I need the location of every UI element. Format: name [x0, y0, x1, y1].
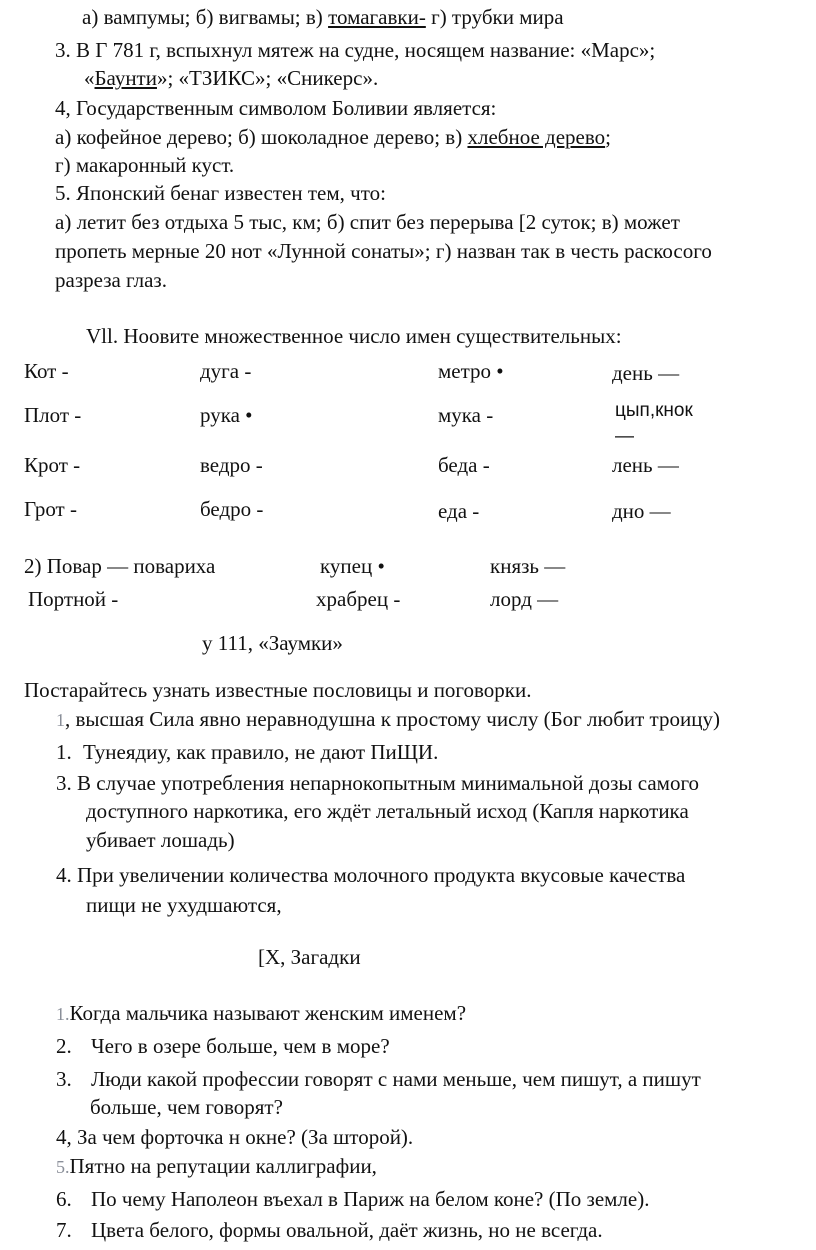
answer-text: а) кофейное дерево; б) шоколадное дерево; в) — [55, 125, 468, 149]
proverb-item-3-line-2: доступного наркотика, его ждёт летальный исход (Капля наркотика — [86, 799, 689, 823]
question-5-line-3: пропеть мерные 20 нот «Лунной сонаты»; г) назван так в честь раскосого — [55, 239, 712, 263]
item-marker: 7. — [56, 1218, 72, 1242]
grid-cell: бедро - — [200, 497, 264, 521]
riddle-7 — [56, 1217, 603, 1243]
answer-text: »; «ТЗИКС»; «Сникерс». — [156, 66, 379, 90]
riddle-5 — [56, 1153, 377, 1180]
grid-cell: Грот - — [24, 497, 77, 521]
question-5-line-2: а) летит без отдыха 5 тыс, км; б) спит без перерыва [2 суток; в) может — [55, 210, 680, 234]
grid-cell: беда - — [438, 453, 490, 477]
quiz-answer-line — [82, 4, 564, 30]
item-marker: 1. — [56, 1004, 70, 1024]
part2-cell: 2) Повар — повариха — [24, 554, 216, 578]
grid-cell: Кот - — [24, 359, 69, 383]
section-8-heading: у 111, «Заумки» — [202, 631, 343, 655]
proverb-item-3-line-1: 3. В случае употребления непарнокопытным минимальной дозы самого — [56, 771, 700, 795]
grid-cell: еда - — [438, 499, 480, 523]
question-4-line-2 — [55, 124, 611, 150]
question-5-line-1: 5. Японский бенаг известен тем, что: — [55, 181, 386, 205]
item-marker: 5. — [56, 1157, 70, 1177]
part2-cell: храбрец - — [316, 587, 401, 611]
grid-cell: дуга - — [200, 359, 252, 383]
section-7-heading: Vll. Ноовите множественное число имен существительных: — [86, 324, 622, 348]
question-3-line-1: 3. В Г 781 г, вспыхнул мятеж на судне, носящем название: «Марс»; — [55, 38, 656, 62]
part2-cell: Портной - — [28, 587, 119, 611]
item-marker: 1 — [56, 710, 65, 730]
question-5-line-4: разреза глаз. — [55, 268, 167, 292]
proverb-item-3-line-3: убивает лошадь) — [86, 828, 235, 852]
riddle-3-line-2: больше, чем говорят? — [90, 1095, 283, 1119]
item-marker: 2. — [56, 1034, 72, 1058]
grid-cell: день — — [612, 361, 680, 385]
grid-cell: Крот - — [24, 453, 81, 477]
item-marker: 3. — [56, 1067, 72, 1091]
underlined-answer: Баунти — [94, 66, 157, 90]
item-text: Тунеядиу, как правило, не дают ПиЩИ. — [83, 740, 439, 764]
riddle-3 — [56, 1066, 701, 1092]
item-marker: 1. — [56, 740, 72, 764]
item-text: Чего в озере больше, чем в море? — [91, 1034, 390, 1058]
item-text: Цвета белого, формы овальной, даёт жизнь, но не всегда. — [91, 1218, 603, 1242]
answer-text: ; — [605, 125, 611, 149]
item-text: По чему Наполеон въехал в Париж на белом коне? (По земле). — [91, 1187, 650, 1211]
grid-cell-dash: — — [615, 426, 634, 447]
part2-cell: князь — — [490, 554, 566, 578]
proverb-item-2 — [56, 739, 438, 765]
underlined-answer: хлебное дерево — [467, 125, 606, 149]
question-3-line-2 — [84, 65, 378, 91]
riddle-1 — [56, 1000, 466, 1027]
part2-cell: лорд — — [490, 587, 559, 611]
item-marker: 6. — [56, 1187, 72, 1211]
grid-cell: метро • — [438, 359, 504, 383]
item-text: Когда мальчика называют женским именем? — [69, 1001, 467, 1025]
grid-cell: цып,кнок — [615, 400, 693, 421]
part2-cell: купец • — [320, 554, 385, 578]
riddle-6 — [56, 1186, 649, 1212]
item-text: Пятно на репутации каллиграфии, — [69, 1154, 377, 1178]
grid-cell: лень — — [612, 453, 679, 477]
riddle-4: 4, За чем форточка н окне? (За шторой). — [56, 1125, 414, 1149]
answer-text: г) трубки мира — [425, 5, 564, 29]
section-9-heading: [Х, Загадки — [258, 945, 361, 969]
underlined-answer: томагавки- — [328, 5, 426, 29]
grid-cell: Плот - — [24, 403, 82, 427]
grid-cell: рука • — [200, 403, 253, 427]
proverb-item-1 — [56, 706, 720, 733]
grid-cell: мука - — [438, 403, 494, 427]
answer-text: « — [84, 66, 95, 90]
grid-cell: дно — — [612, 499, 671, 523]
proverb-item-4-line-1: 4. При увеличении количества молочного продукта вкусовые качества — [56, 863, 686, 887]
item-text: , высшая Сила явно неравнодушна к простому числу (Бог любит троицу) — [65, 707, 720, 731]
riddle-2 — [56, 1033, 390, 1059]
grid-cell: ведро - — [200, 453, 263, 477]
answer-text: а) вампумы; б) вигвамы; в) — [82, 5, 329, 29]
question-4-line-3: г) макаронный куст. — [55, 153, 235, 177]
question-4-line-1: 4, Государственным символом Боливии является: — [55, 96, 497, 120]
item-text: Люди какой профессии говорят с нами меньше, чем пишут, а пишут — [91, 1067, 701, 1091]
section-8-intro: Постарайтесь узнать известные пословицы и поговорки. — [24, 678, 532, 702]
proverb-item-4-line-2: пищи не ухудшаются, — [86, 893, 282, 917]
